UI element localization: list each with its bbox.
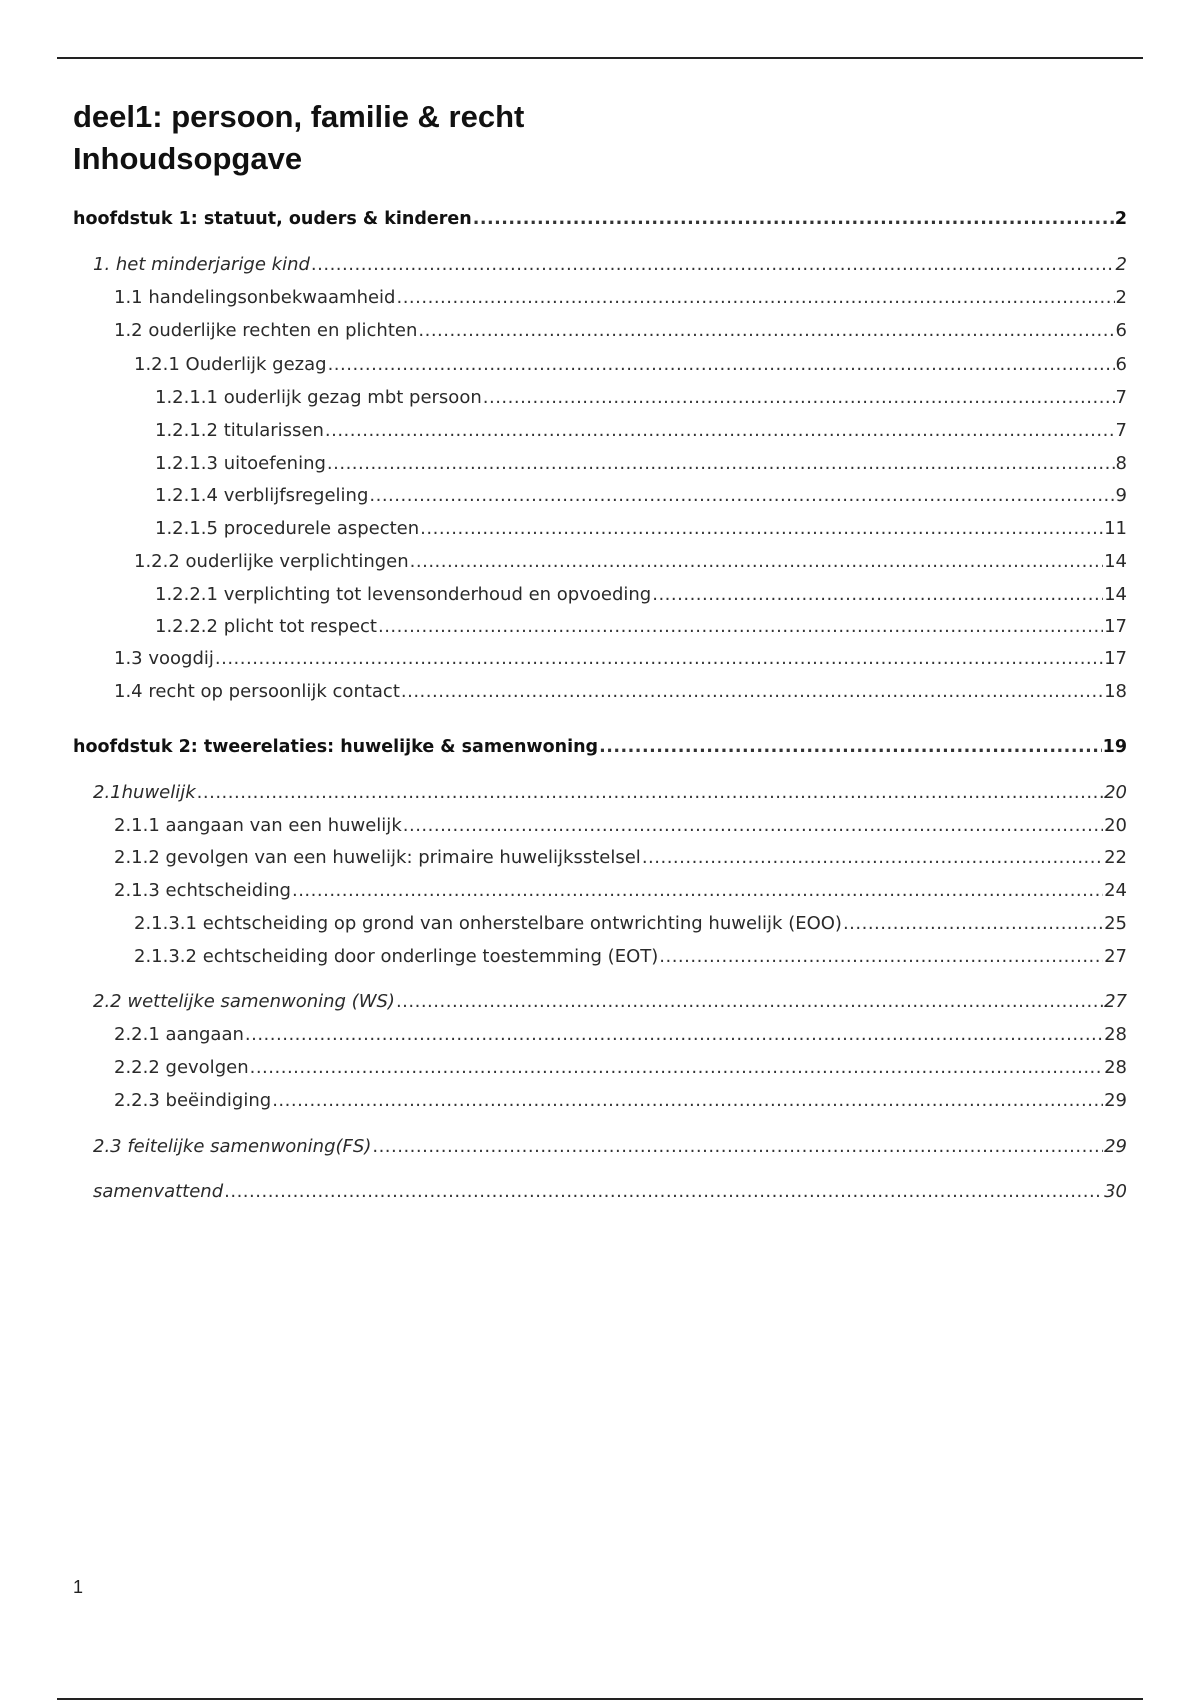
toc-leader-dots xyxy=(378,616,1103,638)
toc-entry[interactable] xyxy=(93,1181,1127,1203)
toc-entry[interactable] xyxy=(114,681,1127,703)
toc-leader-dots xyxy=(292,880,1103,902)
toc-leader-dots xyxy=(311,254,1115,276)
toc-entry-page: 7 xyxy=(1115,420,1127,441)
toc-entry[interactable] xyxy=(114,1090,1127,1112)
toc-entry-page: 24 xyxy=(1104,880,1127,901)
toc-entry[interactable] xyxy=(155,584,1127,606)
toc-entry-page: 17 xyxy=(1104,648,1127,669)
toc-entry-page: 2 xyxy=(1114,209,1127,229)
toc-leader-dots xyxy=(245,1024,1103,1046)
toc-entry-label: 2.2.3 beëindiging xyxy=(114,1090,272,1111)
toc-leader-dots xyxy=(403,815,1103,837)
toc-entry-label: 2.2 wettelijke samenwoning (WS) xyxy=(93,991,395,1012)
toc-leader-dots xyxy=(250,1057,1103,1079)
toc-entry-label: 1.2 ouderlijke rechten en plichten xyxy=(114,320,418,341)
toc-entry-label: 1.4 recht op persoonlijk contact xyxy=(114,681,400,702)
toc-entry-label: hoofdstuk 1: statuut, ouders & kinderen xyxy=(73,209,472,229)
toc-entry[interactable] xyxy=(155,616,1127,638)
toc-leader-dots xyxy=(224,1181,1103,1203)
toc-leader-dots xyxy=(599,736,1102,758)
toc-entry-page: 14 xyxy=(1104,551,1127,572)
toc-entry-page: 20 xyxy=(1104,782,1127,803)
toc-entry-page: 25 xyxy=(1104,913,1127,934)
toc-leader-dots xyxy=(197,782,1103,804)
toc-entry[interactable] xyxy=(114,847,1127,869)
toc-entry-page: 11 xyxy=(1104,518,1127,539)
toc-entry-page: 2 xyxy=(1115,287,1127,308)
toc-entry-label: 1.2.2.2 plicht tot respect xyxy=(155,616,377,637)
toc-entry[interactable] xyxy=(93,991,1127,1013)
toc-entry-page: 30 xyxy=(1104,1181,1127,1202)
toc-entry-label: 2.1.3 echtscheiding xyxy=(114,880,291,901)
toc-entry[interactable] xyxy=(155,518,1127,540)
toc-leader-dots xyxy=(418,320,1114,342)
toc-entry-label: 1. het minderjarige kind xyxy=(93,254,310,275)
toc-entry-page: 29 xyxy=(1104,1136,1127,1157)
toc-entry-page: 29 xyxy=(1104,1090,1127,1111)
toc-entry[interactable] xyxy=(93,1136,1127,1158)
toc-entry-page: 27 xyxy=(1104,991,1127,1012)
toc-entry[interactable] xyxy=(114,1057,1127,1079)
toc-entry-label: 1.2.1.5 procedurele aspecten xyxy=(155,518,420,539)
toc-entry-label: 1.2.2.1 verplichting tot levensonderhoud en opvoeding xyxy=(155,584,652,605)
toc-entry-page: 19 xyxy=(1102,737,1127,757)
toc-entry[interactable] xyxy=(134,913,1127,935)
toc-entry[interactable] xyxy=(134,946,1127,968)
toc-leader-dots xyxy=(420,518,1103,540)
toc-entry-page: 27 xyxy=(1104,946,1127,967)
toc-entry-page: 6 xyxy=(1115,320,1127,341)
toc-entry-label: 2.3 feitelijke samenwoning(FS) xyxy=(93,1136,372,1157)
toc-leader-dots xyxy=(410,551,1103,573)
toc-leader-dots xyxy=(396,287,1114,309)
toc-entry[interactable] xyxy=(114,815,1127,837)
toc-entry-page: 2 xyxy=(1115,254,1127,275)
toc-entry-label: 2.2.2 gevolgen xyxy=(114,1057,249,1078)
toc-entry[interactable] xyxy=(93,254,1127,276)
toc-leader-dots xyxy=(642,847,1103,869)
toc-entry-page: 7 xyxy=(1115,387,1127,408)
toc-entry-page: 28 xyxy=(1104,1024,1127,1045)
toc-leader-dots xyxy=(325,420,1115,442)
toc-entry-label: 2.1.2 gevolgen van een huwelijk: primaire huwelijksstelsel xyxy=(114,847,641,868)
toc-leader-dots xyxy=(483,387,1115,409)
toc-entry[interactable] xyxy=(114,320,1127,342)
toc-entry-page: 18 xyxy=(1104,681,1127,702)
toc-entry-label: 2.2.1 aangaan xyxy=(114,1024,244,1045)
toc-entry[interactable] xyxy=(73,208,1127,230)
toc-leader-dots xyxy=(372,1136,1103,1158)
toc-entry-label: 1.2.1.3 uitoefening xyxy=(155,453,326,474)
toc-entry[interactable] xyxy=(155,387,1127,409)
toc-entry[interactable] xyxy=(155,453,1127,475)
toc-entry[interactable] xyxy=(114,648,1127,670)
toc-entry-label: 2.1.3.1 echtscheiding op grond van onherstelbare ontwrichting huwelijk (EOO) xyxy=(134,913,842,934)
toc-entry-page: 14 xyxy=(1104,584,1127,605)
toc-leader-dots xyxy=(215,648,1103,670)
toc-entry[interactable] xyxy=(73,736,1127,758)
toc-heading: Inhoudsopgave xyxy=(73,141,303,176)
document-title: deel1: persoon, familie & recht xyxy=(73,99,525,134)
toc-entry[interactable] xyxy=(93,782,1127,804)
toc-entry-page: 6 xyxy=(1115,354,1127,375)
toc-entry-label: 1.2.1 Ouderlijk gezag xyxy=(134,354,327,375)
toc-entry[interactable] xyxy=(114,1024,1127,1046)
toc-entry-page: 22 xyxy=(1104,847,1127,868)
toc-leader-dots xyxy=(396,991,1103,1013)
toc-entry-page: 20 xyxy=(1104,815,1127,836)
toc-entry-page: 8 xyxy=(1115,453,1127,474)
page-number: 1 xyxy=(73,1577,84,1597)
toc-entry[interactable] xyxy=(134,354,1127,376)
toc-entry[interactable] xyxy=(155,485,1127,507)
toc-entry-label: 2.1huwelijk xyxy=(93,782,196,803)
toc-entry[interactable] xyxy=(134,551,1127,573)
toc-entry-label: 2.1.3.2 echtscheiding door onderlinge toestemming (EOT) xyxy=(134,946,659,967)
toc-leader-dots xyxy=(401,681,1103,703)
toc-leader-dots xyxy=(652,584,1103,606)
toc-leader-dots xyxy=(369,485,1114,507)
toc-entry-label: 1.2.1.4 verblijfsregeling xyxy=(155,485,369,506)
toc-entry[interactable] xyxy=(155,420,1127,442)
toc-entry-page: 28 xyxy=(1104,1057,1127,1078)
toc-leader-dots xyxy=(843,913,1103,935)
toc-leader-dots xyxy=(272,1090,1103,1112)
toc-entry-label: 1.2.1.2 titularissen xyxy=(155,420,324,441)
toc-entry-page: 17 xyxy=(1104,616,1127,637)
toc-entry-label: 1.2.2 ouderlijke verplichtingen xyxy=(134,551,409,572)
toc-entry-label: hoofdstuk 2: tweerelaties: huwelijke & samenwoning xyxy=(73,737,599,757)
toc-leader-dots xyxy=(659,946,1103,968)
toc-leader-dots xyxy=(327,453,1115,475)
toc-entry-label: 1.2.1.1 ouderlijk gezag mbt persoon xyxy=(155,387,482,408)
toc-entry[interactable] xyxy=(114,287,1127,309)
toc-entry-page: 9 xyxy=(1115,485,1127,506)
toc-entry[interactable] xyxy=(114,880,1127,902)
toc-entry-label: 1.1 handelingsonbekwaamheid xyxy=(114,287,396,308)
toc-entry-label: samenvattend xyxy=(93,1181,224,1202)
toc-entry-label: 1.3 voogdij xyxy=(114,648,214,669)
toc-leader-dots xyxy=(328,354,1115,376)
toc-entry-label: 2.1.1 aangaan van een huwelijk xyxy=(114,815,402,836)
toc-leader-dots xyxy=(473,208,1114,230)
